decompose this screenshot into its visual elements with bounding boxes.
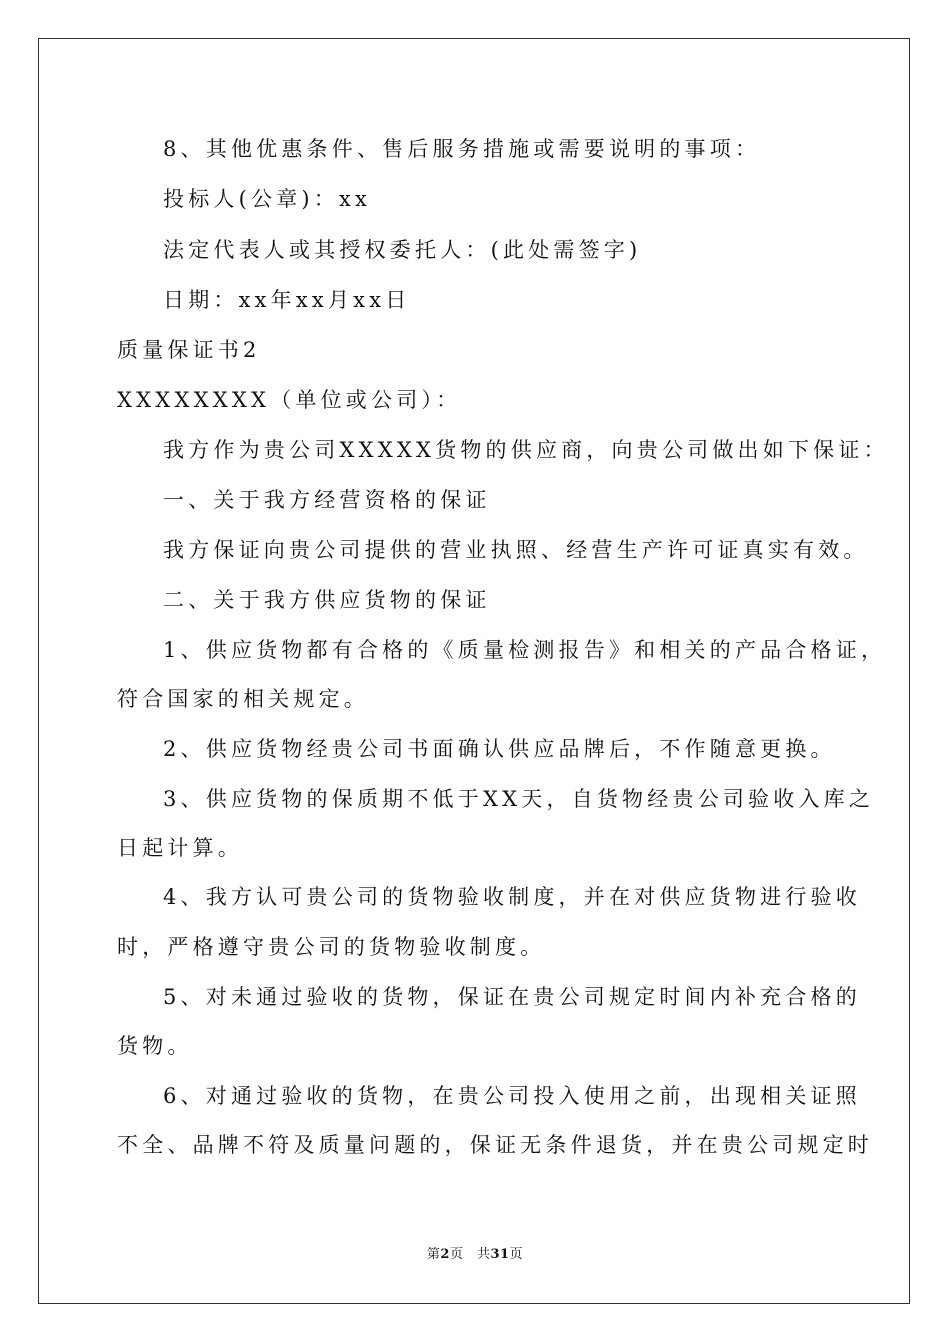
clause-2: 2、供应货物经贵公司书面确认供应品牌后，不作随意更换。 xyxy=(163,737,836,761)
addressee-line: XXXXXXXX（单位或公司）： xyxy=(117,388,462,412)
date-line: 日期：xx年xx月xx日 xyxy=(163,288,411,312)
heading-goods: 二、关于我方供应货物的保证 xyxy=(163,588,491,612)
page-border xyxy=(38,38,910,1304)
clause-1-line-2: 符合国家的相关规定。 xyxy=(117,687,369,711)
clause-6-line-1: 6、对通过验收的货物，在贵公司投入使用之前，出现相关证照 xyxy=(163,1084,861,1108)
qualification-paragraph: 我方保证向贵公司提供的营业执照、经营生产许可证真实有效。 xyxy=(163,538,869,562)
heading-qualification: 一、关于我方经营资格的保证 xyxy=(163,488,491,512)
clause-3-line-1: 3、供应货物的保质期不低于XX天，自货物经贵公司验收入库之 xyxy=(163,787,875,811)
clause-6-line-2: 不全、品牌不符及质量问题的，保证无条件退货，并在贵公司规定时 xyxy=(117,1133,873,1157)
footer-total-pages: 31 xyxy=(490,1247,510,1262)
clause-5-line-1: 5、对未通过验收的货物，保证在贵公司规定时间内补充合格的 xyxy=(163,985,861,1009)
clause-4-line-1: 4、我方认可贵公司的货物验收制度，并在对供应货物进行验收 xyxy=(163,885,861,909)
legal-representative-line: 法定代表人或其授权委托人：(此处需签字) xyxy=(163,238,642,262)
section-title: 质量保证书2 xyxy=(117,338,261,362)
footer-page-number: 2 xyxy=(440,1247,450,1262)
clause-4-line-2: 时，严格遵守贵公司的货物验收制度。 xyxy=(117,935,546,959)
bidder-seal-line: 投标人(公章)：xx xyxy=(163,187,372,211)
footer-prefix: 第 xyxy=(426,1247,441,1262)
footer-mid: 页 共 xyxy=(449,1247,491,1262)
page-footer xyxy=(0,1247,950,1263)
item-8-other-terms: 8、其他优惠条件、售后服务措施或需要说明的事项： xyxy=(163,137,761,161)
clause-5-line-2: 货物。 xyxy=(117,1034,193,1058)
clause-3-line-2: 日起计算。 xyxy=(117,836,243,860)
clause-1-line-1: 1、供应货物都有合格的《质量检测报告》和相关的产品合格证， xyxy=(163,638,887,662)
footer-suffix: 页 xyxy=(509,1247,524,1262)
intro-paragraph: 我方作为贵公司XXXXX货物的供应商，向贵公司做出如下保证： xyxy=(163,438,889,462)
